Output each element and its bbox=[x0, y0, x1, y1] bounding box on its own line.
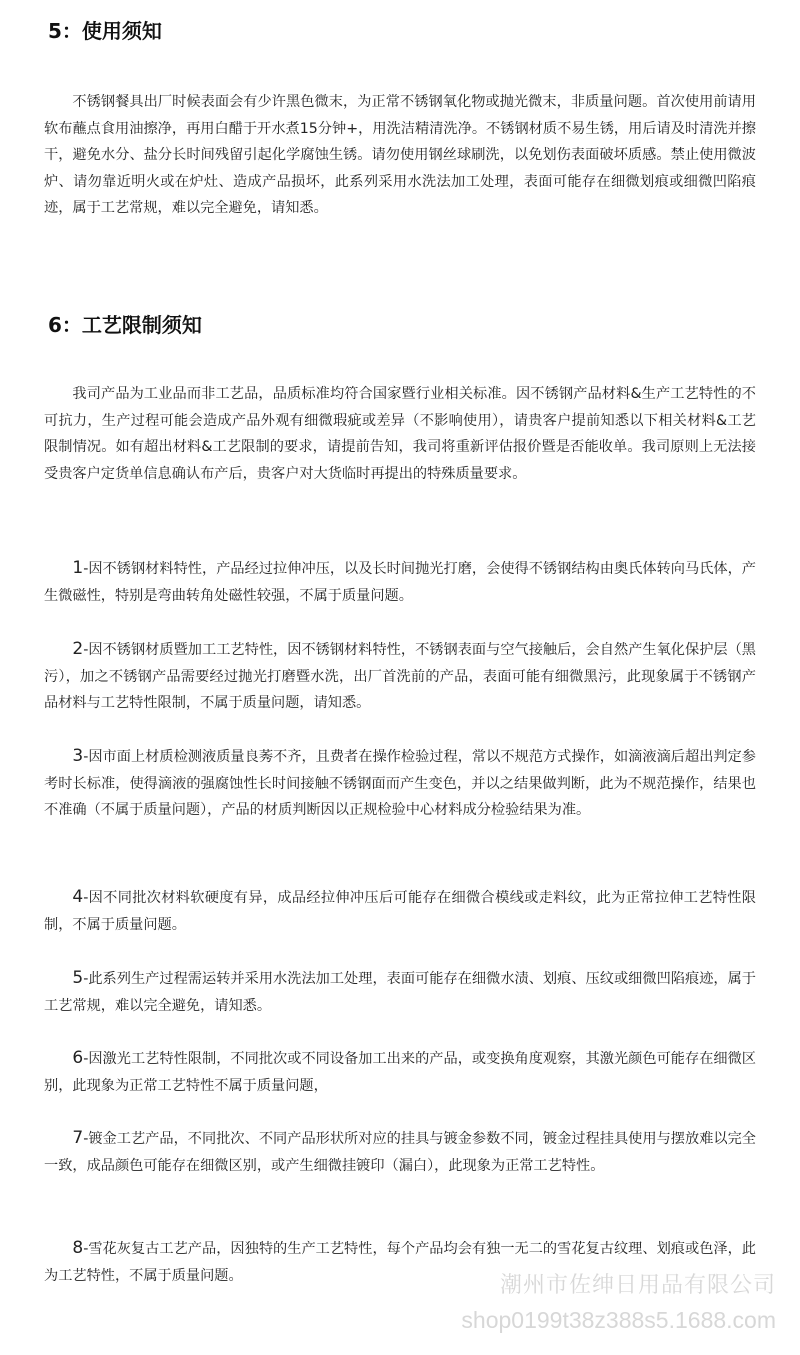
section-6-heading: 6：工艺限制须知 bbox=[48, 313, 202, 337]
process-item-1 bbox=[44, 555, 756, 609]
watermark-shop-url: shop0199t38z388s5.1688.com bbox=[461, 1307, 776, 1333]
item-number: 5 bbox=[72, 968, 84, 988]
section-5-heading: 5：使用须知 bbox=[48, 19, 162, 43]
section-5-body: 不锈钢餐具出厂时候表面会有少许黑色微末，为正常不锈钢氧化物或抛光微末，非质量问题。首次使用前请用软布蘸点食用油擦净，再用白醋于开水煮15分钟+，用洗洁精清洗净。不锈钢材质不易生锈，用后请及时清洗并擦干，避免水分、盐分长时间残留引起化学腐蚀生锈。请勿使用钢丝球刷洗，以免划伤表面破坏质感。禁止使用微波炉、请勿靠近明火或在炉灶、造成产品损坏，此系列采用水洗法加工处理，表面可能存在细微划痕或细微凹陷痕迹，属于工艺常规，难以完全避免，请知悉。 bbox=[44, 94, 756, 216]
process-item-5 bbox=[44, 965, 756, 1019]
item-text: -雪花灰复古工艺产品，因独特的生产工艺特性，每个产品均会有独一无二的雪花复古纹理、划痕或色泽，此为工艺特性，不属于质量问题。 bbox=[44, 1241, 756, 1284]
watermark-shop-name: 潮州市佐绅日用品有限公司 bbox=[499, 1272, 776, 1297]
item-text: -因不锈钢材质暨加工工艺特性，因不锈钢材料特性，不锈钢表面与空气接触后，会自然产生氧化保护层（黑污），加之不锈钢产品需要经过抛光打磨暨水洗，出厂首洗前的产品，表面可能有细微黑污，此现象属于不锈钢产品材料与工艺特性限制，不属于质量问题，请知悉。 bbox=[44, 642, 756, 711]
process-item-3 bbox=[44, 743, 756, 824]
process-item-7 bbox=[44, 1125, 756, 1179]
item-number: 3 bbox=[72, 746, 84, 766]
item-text: -镀金工艺产品，不同批次、不同产品形状所对应的挂具与镀金参数不同，镀金过程挂具使用与摆放难以完全一致，成品颜色可能存在细微区别，或产生细微挂镀印（漏白），此现象为正常工艺特性。 bbox=[44, 1131, 756, 1174]
item-number: 6 bbox=[72, 1048, 84, 1068]
process-item-2 bbox=[44, 636, 756, 717]
item-number: 8 bbox=[72, 1238, 84, 1258]
item-number: 7 bbox=[72, 1128, 84, 1148]
section-6-intro: 我司产品为工业品而非工艺品，品质标准均符合国家暨行业相关标准。因不锈钢产品材料&生产工艺特性的不可抗力，生产过程可能会造成产品外观有细微瑕疵或差异（不影响使用），请贵客户提前知悉以下相关材料&工艺限制情况。如有超出材料&工艺限制的要求，请提前告知，我司将重新评估报价暨是否能收单。我司原则上无法接受贵客户定货单信息确认布产后，贵客户对大货临时再提出的特殊质量要求。 bbox=[44, 386, 756, 482]
item-number: 1 bbox=[72, 558, 84, 578]
item-text: -因不同批次材料软硬度有异，成品经拉伸冲压后可能存在细微合模线或走料纹，此为正常拉伸工艺特性限制，不属于质量问题。 bbox=[44, 890, 756, 933]
item-text: -因市面上材质检测液质量良莠不齐，且费者在操作检验过程，常以不规范方式操作，如滴液滴后超出判定参考时长标准，使得滴液的强腐蚀性长时间接触不锈钢面而产生变色，并以之结果做判断，此为不规范操作，结果也不准确（不属于质量问题），产品的材质判断因以正规检验中心材料成分检验结果为准。 bbox=[44, 749, 756, 818]
item-text: -此系列生产过程需运转并采用水洗法加工处理，表面可能存在细微水渍、划痕、压纹或细微凹陷痕迹，属于工艺常规，难以完全避免，请知悉。 bbox=[44, 971, 756, 1014]
process-item-6 bbox=[44, 1045, 756, 1099]
process-item-4 bbox=[44, 884, 756, 938]
item-text: -因激光工艺特性限制，不同批次或不同设备加工出来的产品，或变换角度观察，其激光颜色可能存在细微区别，此现象为正常工艺特性不属于质量问题， bbox=[44, 1051, 756, 1094]
item-number: 4 bbox=[72, 887, 84, 907]
item-number: 2 bbox=[72, 639, 84, 659]
item-text: -因不锈钢材料特性，产品经过拉伸冲压，以及长时间抛光打磨，会使得不锈钢结构由奥氏体转向马氏体，产生微磁性，特别是弯曲转角处磁性较强，不属于质量问题。 bbox=[44, 561, 756, 604]
